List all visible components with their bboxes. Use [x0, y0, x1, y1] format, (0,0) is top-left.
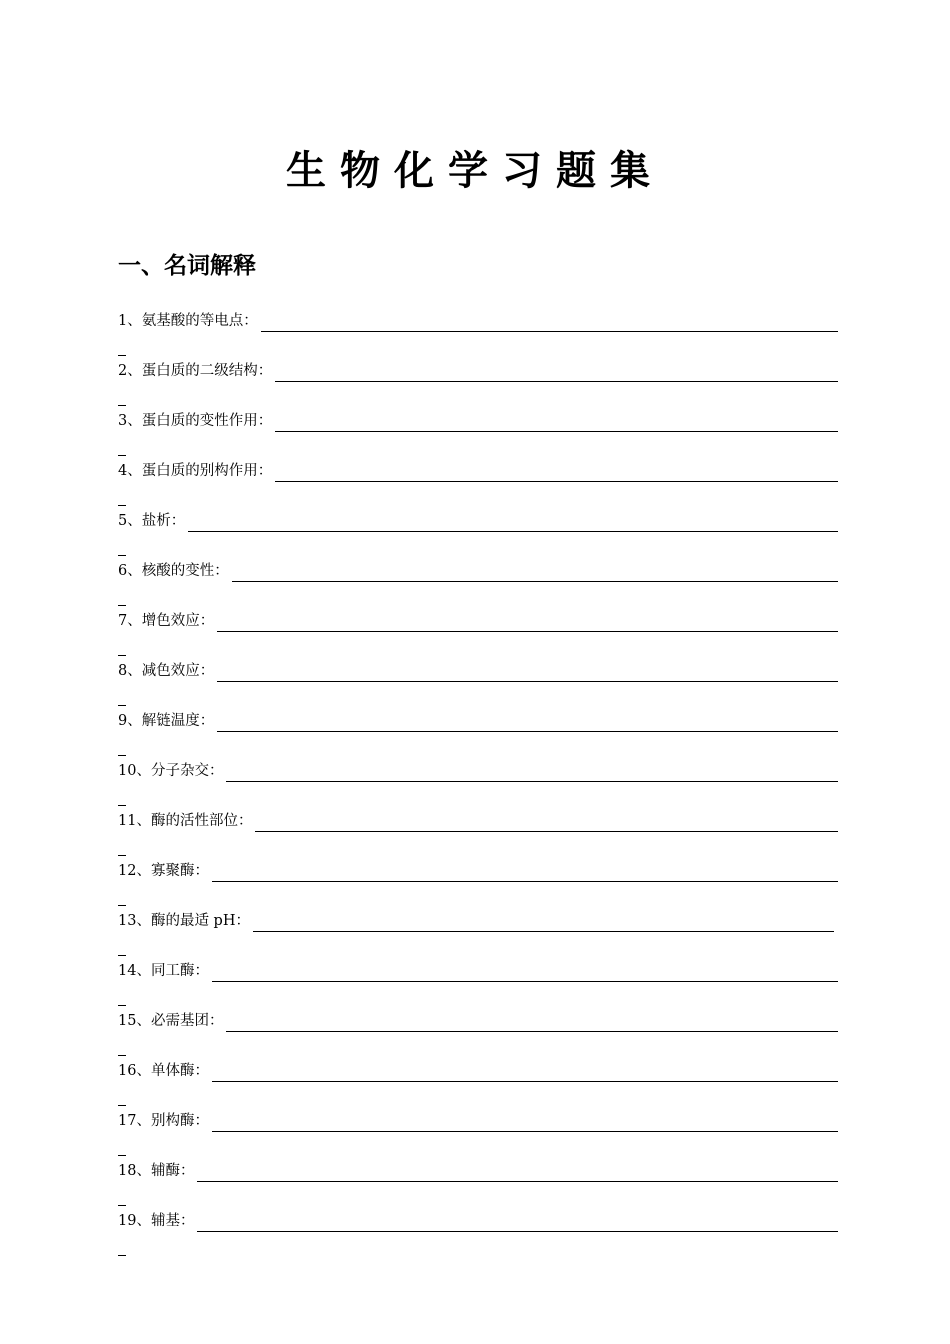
answer-blank-continuation: [118, 505, 126, 506]
answer-blank-line[interactable]: [197, 1162, 838, 1182]
term-line: [118, 910, 838, 932]
answer-blank-line[interactable]: [226, 1012, 838, 1032]
term-label: 3、蛋白质的变性作用：: [118, 413, 273, 429]
term-label: 19、辅基：: [118, 1213, 195, 1229]
answer-blank-line[interactable]: [226, 762, 838, 782]
term-label: 6、核酸的变性：: [118, 563, 229, 579]
term-line: [118, 560, 838, 582]
term-label: 5、盐析：: [118, 513, 186, 529]
answer-blank-continuation: [118, 455, 126, 456]
answer-blank-line[interactable]: [253, 912, 834, 932]
term-item: [118, 1010, 838, 1060]
term-line: [118, 660, 838, 682]
answer-blank-line[interactable]: [188, 512, 838, 532]
term-item: [118, 310, 838, 360]
answer-blank-line[interactable]: [212, 1112, 838, 1132]
term-list: [118, 310, 838, 1260]
term-label: 1、氨基酸的等电点：: [118, 313, 258, 329]
answer-blank-line[interactable]: [217, 712, 838, 732]
term-line: [118, 1160, 838, 1182]
term-item: [118, 560, 838, 610]
answer-blank-continuation: [118, 1105, 126, 1106]
term-line: [118, 960, 838, 982]
answer-blank-line[interactable]: [197, 1212, 838, 1232]
answer-blank-continuation: [118, 405, 126, 406]
section-heading: 一、名词解释: [118, 253, 256, 279]
answer-blank-continuation: [118, 955, 126, 956]
answer-blank-line[interactable]: [232, 562, 838, 582]
answer-blank-continuation: [118, 655, 126, 656]
answer-blank-continuation: [118, 705, 126, 706]
term-item: [118, 360, 838, 410]
document-title: 生物化学习题集: [286, 148, 664, 194]
term-label: 11、酶的活性部位：: [118, 813, 253, 829]
term-item: [118, 460, 838, 510]
answer-blank-continuation: [118, 1055, 126, 1056]
term-label: 18、辅酶：: [118, 1163, 195, 1179]
term-line: [118, 610, 838, 632]
answer-blank-continuation: [118, 1205, 126, 1206]
answer-blank-continuation: [118, 755, 126, 756]
answer-blank-line[interactable]: [212, 1062, 838, 1082]
term-line: [118, 510, 838, 532]
term-item: [118, 1110, 838, 1160]
term-line: [118, 860, 838, 882]
term-item: [118, 1060, 838, 1110]
term-label: 12、寡聚酶：: [118, 863, 209, 879]
term-label: 7、增色效应：: [118, 613, 215, 629]
term-label: 9、解链温度：: [118, 713, 215, 729]
answer-blank-continuation: [118, 555, 126, 556]
answer-blank-line[interactable]: [255, 812, 838, 832]
term-item: [118, 660, 838, 710]
term-label: 15、必需基团：: [118, 1013, 224, 1029]
term-line: [118, 810, 838, 832]
term-label: 14、同工酶：: [118, 963, 209, 979]
term-line: [118, 1060, 838, 1082]
term-line: [118, 760, 838, 782]
answer-blank-line[interactable]: [212, 962, 838, 982]
answer-blank-continuation: [118, 855, 126, 856]
answer-blank-continuation: [118, 355, 126, 356]
answer-blank-continuation: [118, 1255, 126, 1256]
term-item: [118, 410, 838, 460]
term-item: [118, 760, 838, 810]
term-line: [118, 1210, 838, 1232]
term-label: 10、分子杂交：: [118, 763, 224, 779]
term-label: 2、蛋白质的二级结构：: [118, 363, 273, 379]
term-item: [118, 1160, 838, 1210]
answer-blank-line[interactable]: [217, 612, 838, 632]
term-line: [118, 1110, 838, 1132]
term-line: [118, 410, 838, 432]
term-label: 8、减色效应：: [118, 663, 215, 679]
term-item: [118, 960, 838, 1010]
answer-blank-line[interactable]: [275, 462, 838, 482]
term-line: [118, 360, 838, 382]
answer-blank-line[interactable]: [261, 312, 838, 332]
term-item: [118, 710, 838, 760]
term-item: [118, 1210, 838, 1260]
term-item: [118, 610, 838, 660]
term-line: [118, 310, 838, 332]
term-item: [118, 860, 838, 910]
term-label: 13、酶的最适 pH：: [118, 913, 250, 929]
term-label: 17、别构酶：: [118, 1113, 209, 1129]
term-line: [118, 460, 838, 482]
term-line: [118, 710, 838, 732]
answer-blank-continuation: [118, 1155, 126, 1156]
term-line: [118, 1010, 838, 1032]
term-item: [118, 810, 838, 860]
answer-blank-line[interactable]: [217, 662, 838, 682]
answer-blank-line[interactable]: [212, 862, 838, 882]
answer-blank-continuation: [118, 605, 126, 606]
answer-blank-line[interactable]: [275, 362, 838, 382]
term-item: [118, 510, 838, 560]
answer-blank-continuation: [118, 905, 126, 906]
term-label: 4、蛋白质的别构作用：: [118, 463, 273, 479]
answer-blank-continuation: [118, 1005, 126, 1006]
answer-blank-continuation: [118, 805, 126, 806]
term-label: 16、单体酶：: [118, 1063, 209, 1079]
term-item: [118, 910, 838, 960]
answer-blank-line[interactable]: [275, 412, 838, 432]
